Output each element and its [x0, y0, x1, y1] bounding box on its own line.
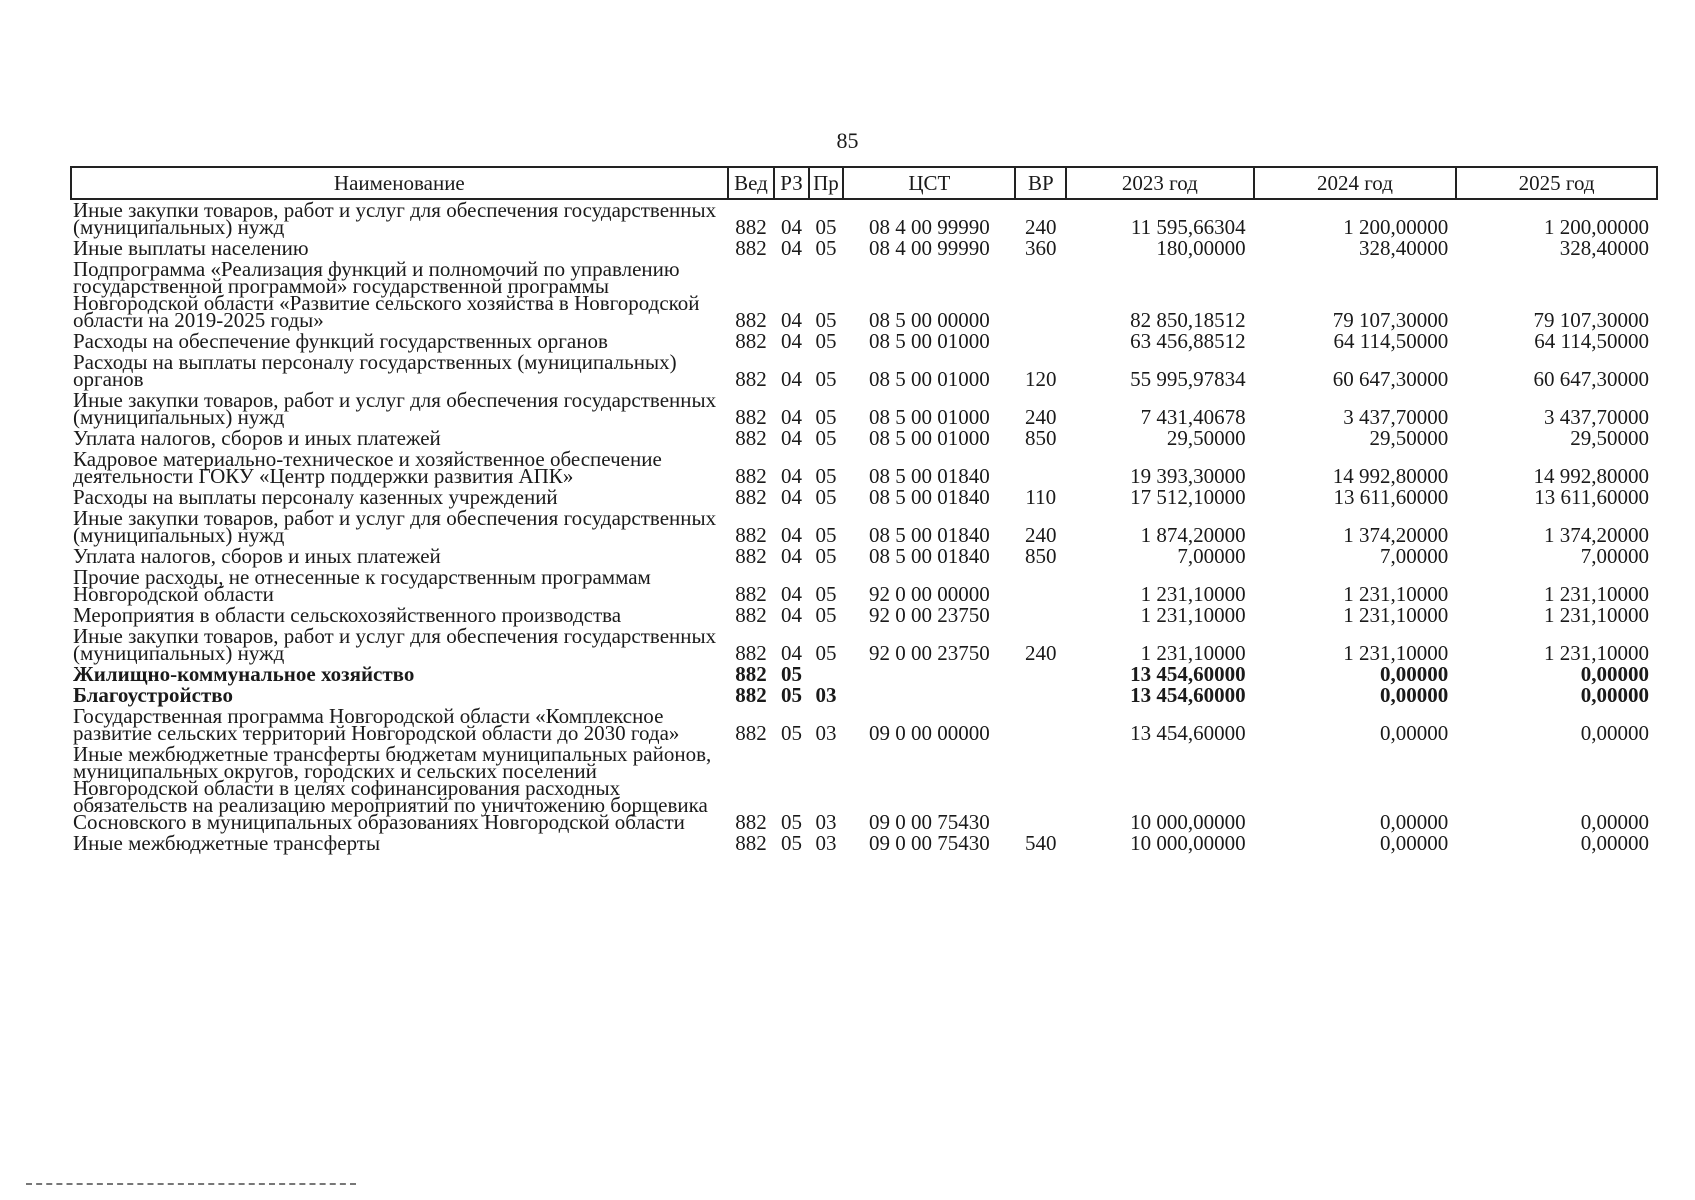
row-cst: 08 5 00 01000: [868, 426, 990, 450]
row-cst: 08 5 00 00000: [868, 308, 990, 332]
row-pr: 03: [815, 721, 837, 745]
row-amount-2023: 1 231,10000: [1140, 603, 1246, 627]
row-ved: 882: [735, 464, 767, 488]
row-pr: 05: [815, 426, 837, 450]
row-pr: 05: [815, 485, 837, 509]
row-name: Иные закупки товаров, работ и услуг для обеспечения государственных (муниципальных) нужд: [73, 198, 717, 239]
row-ved: 882: [735, 236, 767, 260]
header-rz: РЗ: [774, 167, 808, 199]
row-cst: 09 0 00 75430: [868, 810, 990, 834]
row-rz: 04: [781, 485, 803, 509]
row-pr: [809, 664, 843, 685]
row-name: Уплата налогов, сборов и иных платежей: [73, 544, 441, 568]
row-pr: 03: [815, 683, 837, 707]
row-amount-2023: 1 231,10000: [1140, 582, 1246, 606]
row-name: Подпрограмма «Реализация функций и полномочий по управлению государственной программой» государственной программы Новгородской области «Развитие сельского хозяйства в Новгородской области на 2019-2025 годы»: [73, 257, 700, 332]
row-cst: 08 5 00 01000: [868, 329, 990, 353]
row-amount-2023: 11 595,66304: [1130, 215, 1246, 239]
row-vr: 240: [1025, 523, 1057, 547]
row-cst: 09 0 00 00000: [868, 721, 990, 745]
row-vr: 240: [1025, 215, 1057, 239]
row-amount-2023: 13 454,60000: [1130, 721, 1246, 745]
row-ved: 882: [735, 485, 767, 509]
row-rz: 04: [781, 215, 803, 239]
row-amount-2023: 82 850,18512: [1130, 308, 1246, 332]
row-pr: 05: [815, 464, 837, 488]
row-vr: [1015, 685, 1066, 706]
table-row: [71, 626, 1657, 664]
row-name: Иные межбюджетные трансферты бюджетам муниципальных районов, муниципальных округов, городских и сельских поселений Новгородской области в целях софинансирования расходных обязательств на реализацию мероприятий по уничтожению борщевика Сосновского в муниципальных образованиях Новгородской области: [73, 742, 712, 834]
table-row: [71, 238, 1657, 259]
row-name: Иные выплаты населению: [73, 236, 309, 260]
row-cst: 09 0 00 75430: [868, 831, 990, 855]
row-rz: 05: [781, 683, 803, 707]
row-vr: [1015, 744, 1066, 833]
row-amount-2023: 180,00000: [1156, 236, 1246, 260]
row-rz: 04: [781, 544, 803, 568]
row-pr: 05: [815, 641, 837, 665]
row-rz: 04: [781, 603, 803, 627]
row-amount-2024: 1 231,10000: [1343, 641, 1449, 665]
row-name: Расходы на выплаты персоналу казенных учреждений: [73, 485, 558, 509]
row-rz: 04: [781, 329, 803, 353]
table-row: [71, 664, 1657, 685]
row-rz: 04: [781, 582, 803, 606]
row-amount-2024: 0,00000: [1380, 810, 1449, 834]
row-ved: 882: [735, 582, 767, 606]
row-amount-2025: 0,00000: [1580, 810, 1649, 834]
row-name: Иные закупки товаров, работ и услуг для обеспечения государственных (муниципальных) нужд: [73, 388, 717, 429]
row-amount-2024: 13 611,60000: [1333, 485, 1449, 509]
row-amount-2023: 17 512,10000: [1130, 485, 1246, 509]
table-row: [71, 390, 1657, 428]
row-amount-2023: 13 454,60000: [1130, 683, 1246, 707]
row-rz: 04: [781, 464, 803, 488]
header-vr: ВР: [1015, 167, 1066, 199]
row-name: Прочие расходы, не отнесенные к государственным программам Новгородской области: [73, 565, 651, 606]
row-amount-2024: 79 107,30000: [1332, 308, 1449, 332]
table-row: [71, 706, 1657, 744]
row-amount-2024: 1 231,10000: [1343, 603, 1449, 627]
row-amount-2025: 3 437,70000: [1544, 405, 1649, 429]
row-cst: 08 5 00 01840: [868, 464, 990, 488]
row-amount-2024: 328,40000: [1359, 236, 1449, 260]
row-rz: 04: [781, 426, 803, 450]
row-amount-2025: 0,00000: [1580, 683, 1649, 707]
row-cst: 08 5 00 01000: [868, 367, 990, 391]
row-pr: 05: [815, 523, 837, 547]
row-vr: 360: [1025, 236, 1057, 260]
row-pr: 05: [815, 367, 837, 391]
row-pr: 05: [815, 603, 837, 627]
row-amount-2025: 0,00000: [1580, 721, 1649, 745]
table-row: [71, 449, 1657, 487]
row-ved: 882: [735, 523, 767, 547]
row-ved: 882: [735, 367, 767, 391]
table-row: [71, 567, 1657, 605]
row-pr: 05: [815, 308, 837, 332]
row-vr: [1015, 664, 1066, 685]
header-pr: Пр: [809, 167, 843, 199]
row-amount-2023: 7 431,40678: [1140, 405, 1246, 429]
row-amount-2025: 328,40000: [1559, 236, 1649, 260]
row-amount-2024: 1 231,10000: [1343, 582, 1449, 606]
row-rz: 04: [781, 367, 803, 391]
header-2023: 2023 год: [1066, 167, 1253, 199]
row-name: Иные закупки товаров, работ и услуг для обеспечения государственных (муниципальных) нужд: [73, 506, 717, 547]
header-2024: 2024 год: [1254, 167, 1457, 199]
header-name: Наименование: [71, 167, 728, 199]
row-vr: 110: [1025, 485, 1057, 509]
row-cst: 08 5 00 01000: [868, 405, 990, 429]
row-amount-2023: 19 393,30000: [1130, 464, 1246, 488]
row-name: Иные межбюджетные трансферты: [73, 831, 381, 855]
row-amount-2025: 0,00000: [1580, 831, 1649, 855]
row-vr: 850: [1025, 544, 1057, 568]
row-pr: 05: [815, 215, 837, 239]
table-header: [71, 167, 1657, 199]
row-amount-2023: 29,50000: [1166, 426, 1246, 450]
row-rz: 04: [781, 641, 803, 665]
row-rz: 05: [781, 662, 803, 686]
row-cst: 92 0 00 23750: [868, 641, 990, 665]
footer-rule: [26, 1183, 356, 1185]
row-ved: 882: [735, 641, 767, 665]
row-amount-2023: 7,00000: [1177, 544, 1246, 568]
row-vr: [1015, 706, 1066, 744]
row-amount-2024: 1 200,00000: [1343, 215, 1449, 239]
row-ved: 882: [735, 662, 767, 686]
row-cst: 92 0 00 23750: [868, 603, 990, 627]
table-row: [71, 199, 1657, 238]
row-name: Расходы на выплаты персоналу государственных (муниципальных) органов: [73, 350, 677, 391]
row-amount-2025: 1 231,10000: [1544, 641, 1649, 665]
row-rz: 05: [781, 831, 803, 855]
row-ved: 882: [735, 831, 767, 855]
row-amount-2025: 60 647,30000: [1533, 367, 1649, 391]
row-amount-2025: 1 231,10000: [1544, 603, 1649, 627]
row-vr: [1015, 605, 1066, 626]
row-vr: 240: [1025, 405, 1057, 429]
row-rz: 04: [781, 308, 803, 332]
table-row: [71, 259, 1657, 331]
row-amount-2024: 0,00000: [1380, 721, 1449, 745]
row-pr: 03: [815, 831, 837, 855]
table-row: [71, 833, 1657, 854]
row-name: Иные закупки товаров, работ и услуг для обеспечения государственных (муниципальных) нужд: [73, 624, 717, 665]
table-body: [71, 199, 1657, 854]
row-pr: 05: [815, 405, 837, 429]
table-row: [71, 546, 1657, 567]
row-rz: 05: [781, 721, 803, 745]
row-amount-2025: 7,00000: [1580, 544, 1649, 568]
row-amount-2025: 29,50000: [1570, 426, 1649, 450]
row-ved: 882: [735, 329, 767, 353]
header-cst: ЦСТ: [843, 167, 1015, 199]
header-2025: 2025 год: [1456, 167, 1657, 199]
row-amount-2025: 0,00000: [1580, 662, 1649, 686]
table-row: [71, 685, 1657, 706]
table-row: [71, 487, 1657, 508]
row-name: Уплата налогов, сборов и иных платежей: [73, 426, 441, 450]
row-amount-2024: 60 647,30000: [1332, 367, 1449, 391]
row-ved: 882: [735, 603, 767, 627]
row-ved: 882: [735, 810, 767, 834]
row-vr: [1015, 567, 1066, 605]
table-row: [71, 508, 1657, 546]
row-vr: [1015, 449, 1066, 487]
table-row: [71, 331, 1657, 352]
row-rz: 05: [781, 810, 803, 834]
row-amount-2023: 1 231,10000: [1140, 641, 1246, 665]
row-cst: 92 0 00 00000: [868, 582, 990, 606]
table-row: [71, 605, 1657, 626]
budget-table: [70, 166, 1658, 854]
row-amount-2024: 64 114,50000: [1333, 329, 1449, 353]
row-amount-2025: 79 107,30000: [1533, 308, 1649, 332]
row-pr: 05: [815, 582, 837, 606]
row-amount-2025: 1 200,00000: [1544, 215, 1649, 239]
row-amount-2023: 13 454,60000: [1130, 662, 1246, 686]
row-cst: 08 5 00 01840: [868, 485, 990, 509]
row-amount-2023: 55 995,97834: [1130, 367, 1246, 391]
row-cst: [843, 664, 1015, 685]
row-amount-2025: 13 611,60000: [1534, 485, 1649, 509]
table-row: [71, 428, 1657, 449]
row-amount-2024: 0,00000: [1380, 831, 1449, 855]
row-ved: 882: [735, 683, 767, 707]
row-amount-2024: 14 992,80000: [1332, 464, 1449, 488]
row-ved: 882: [735, 721, 767, 745]
row-pr: 05: [815, 544, 837, 568]
row-cst: 08 4 00 99990: [868, 236, 990, 260]
row-amount-2025: 1 231,10000: [1544, 582, 1649, 606]
row-vr: 120: [1025, 367, 1057, 391]
row-cst: 08 4 00 99990: [868, 215, 990, 239]
row-amount-2023: 10 000,00000: [1130, 831, 1246, 855]
row-amount-2025: 64 114,50000: [1534, 329, 1649, 353]
row-amount-2024: 3 437,70000: [1343, 405, 1449, 429]
row-name: Благоустройство: [73, 683, 233, 707]
row-pr: 05: [815, 329, 837, 353]
row-name: Кадровое материально-техническое и хозяйственное обеспечение деятельности ГОКУ «Центр поддержки развития АПК»: [73, 447, 662, 488]
row-amount-2025: 1 374,20000: [1544, 523, 1649, 547]
row-name: Государственная программа Новгородской области «Комплексное развитие сельских территорий Новгородской области до 2030 года»: [73, 704, 680, 745]
row-amount-2023: 10 000,00000: [1130, 810, 1246, 834]
row-pr: 05: [815, 236, 837, 260]
row-amount-2024: 29,50000: [1369, 426, 1449, 450]
row-ved: 882: [735, 215, 767, 239]
row-amount-2023: 63 456,88512: [1130, 329, 1246, 353]
row-ved: 882: [735, 405, 767, 429]
row-cst: [843, 685, 1015, 706]
row-vr: 240: [1025, 641, 1057, 665]
row-ved: 882: [735, 544, 767, 568]
row-rz: 04: [781, 523, 803, 547]
row-amount-2024: 1 374,20000: [1343, 523, 1449, 547]
row-cst: 08 5 00 01840: [868, 523, 990, 547]
table-row: [71, 352, 1657, 390]
row-vr: 850: [1025, 426, 1057, 450]
row-rz: 04: [781, 405, 803, 429]
row-name: Мероприятия в области сельскохозяйственного производства: [73, 603, 622, 627]
row-pr: 03: [815, 810, 837, 834]
row-amount-2025: 14 992,80000: [1533, 464, 1649, 488]
row-amount-2023: 1 874,20000: [1140, 523, 1246, 547]
row-amount-2024: 7,00000: [1380, 544, 1449, 568]
row-amount-2024: 0,00000: [1380, 683, 1449, 707]
row-vr: [1015, 259, 1066, 331]
row-rz: 04: [781, 236, 803, 260]
table-row: [71, 744, 1657, 833]
row-name: Расходы на обеспечение функций государственных органов: [73, 329, 608, 353]
row-name: Жилищно-коммунальное хозяйство: [73, 662, 415, 686]
row-ved: 882: [735, 308, 767, 332]
row-cst: 08 5 00 01840: [868, 544, 990, 568]
row-vr: [1015, 331, 1066, 352]
page-number: 85: [836, 128, 859, 153]
row-amount-2024: 0,00000: [1380, 662, 1449, 686]
row-ved: 882: [735, 426, 767, 450]
header-ved: Вед: [728, 167, 775, 199]
row-vr: 540: [1025, 831, 1057, 855]
